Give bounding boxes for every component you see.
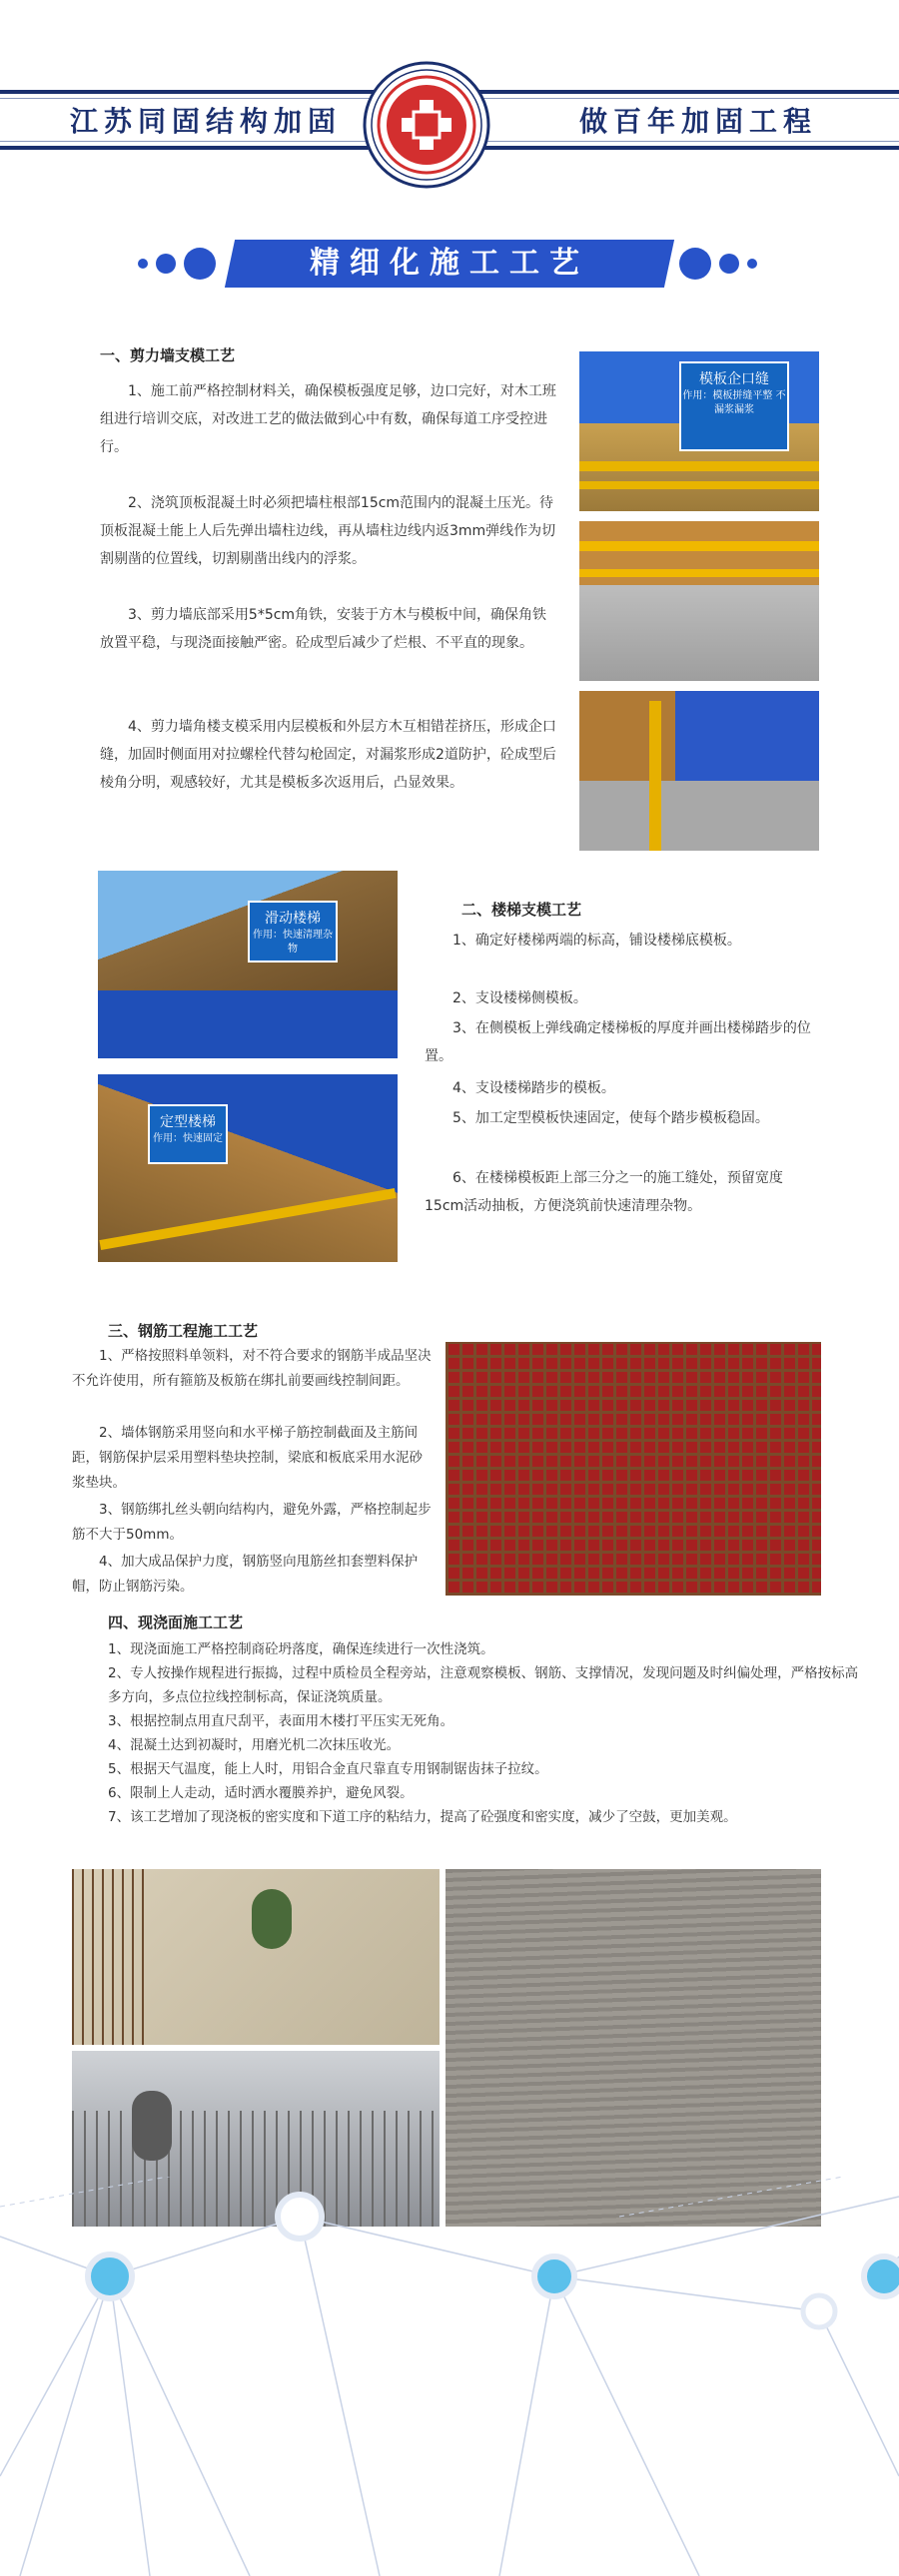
- section2-paragraph: 2、支设楼梯侧模板。: [452, 990, 587, 1006]
- section3-paragraph: 3、钢筋绑扎丝头朝向结构内，避免外露，严格控制起步筋不大于50mm。: [72, 1502, 432, 1543]
- formwork-seam-sign: [679, 361, 789, 451]
- sign3-subtitle: 作用：快速固定: [153, 1133, 223, 1144]
- photo-stair-sliding: [98, 871, 398, 1058]
- photo-screeding: [72, 1869, 440, 2045]
- photo-rebar-mesh: [446, 1342, 821, 1596]
- sign3-title: 定型楼梯: [160, 1114, 216, 1130]
- section3-paragraph: 1、严格按照料单领料，对不符合要求的钢筋半成品坚决不允许使用，所有箍筋及板筋在绑扎前要画线控制间距。: [72, 1348, 432, 1389]
- section3-paragraph: 2、墙体钢筋采用竖向和水平梯子筋控制截面及主筋间距，钢筋保护层采用塑料垫块控制，梁底和板底采用水泥砂浆垫块。: [72, 1425, 423, 1491]
- section4-paragraph: 7、该工艺增加了现浇板的密实度和下道工序的粘结力，提高了砼强度和密实度，减少了空鼓，更加美观。: [108, 1809, 737, 1825]
- section4-paragraph: 5、根据天气温度，能上人时，用铝合金直尺靠直专用钢制锯齿抹子拉纹。: [108, 1761, 548, 1777]
- decor-node: [864, 2256, 899, 2296]
- section4-paragraph: 1、现浇面施工严格控制商砼坍落度，确保连续进行一次性浇筑。: [108, 1641, 494, 1657]
- section1-paragraph: 4、剪力墙角楼支模采用内层模板和外层方木互相错茬挤压，形成企口缝，加固时侧面用对拉螺栓代替勾枪固定，对漏浆形成2道防护，砼成型后棱角分明，观感较好，尤其是模板多次返用后，凸显效果。: [100, 719, 556, 791]
- banner-title: 精细化施工工艺: [310, 246, 589, 281]
- photo-wall-base: [579, 521, 819, 681]
- section4-paragraph: 2、专人按操作规程进行振捣，过程中质检员全程旁站，注意观察模板、钢筋、支撑情况，发现问题及时纠偏处理，严格按标高多方向，多点位拉线控制标高，保证浇筑质量。: [108, 1665, 859, 1705]
- decor-node: [278, 2195, 322, 2239]
- banner-dots-right: [679, 248, 757, 280]
- section2-paragraph: 5、加工定型模板快速固定，使每个踏步模板稳固。: [452, 1110, 769, 1126]
- section4-title: 四、现浇面施工工艺: [108, 1613, 244, 1631]
- section3-paragraph: 4、加大成品保护力度，钢筋竖向甩筋丝扣套塑料保护帽，防止钢筋污染。: [72, 1554, 419, 1595]
- section-banner: [225, 240, 674, 288]
- section3-title: 三、钢筋工程施工工艺: [108, 1322, 259, 1340]
- section1-paragraph: 1、施工前严格控制材料关，确保模板强度足够，边口完好，对木工班组进行培训交底，对改进工艺的做法做到心中有数，确保每道工序受控进行。: [100, 383, 556, 455]
- sign2-title: 滑动楼梯: [265, 911, 321, 927]
- sign2-subtitle: 作用：快速清理杂物: [253, 930, 333, 955]
- section1-paragraph: 2、浇筑顶板混凝土时必须把墙柱根部15cm范围内的混凝土压光。待顶板混凝土能上人后先弹出墙柱边线，再从墙柱边线内返3mm弹线作为切割剔凿的位置线，切割剔凿出线内的浮浆。: [100, 495, 556, 567]
- header-right-slogan: 做百年加固工程: [579, 105, 818, 138]
- section4-paragraph: 6、限制上人走动，适时洒水覆膜养护，避免风裂。: [108, 1785, 414, 1801]
- section2-paragraph: 6、在楼梯模板距上部三分之一的施工缝处，预留宽度15cm活动抽板，方便浇筑前快速清理杂物。: [425, 1170, 783, 1214]
- section2-title: 二、楼梯支模工艺: [461, 901, 582, 919]
- decorative-network: [0, 2177, 899, 2576]
- section4-paragraph: 3、根据控制点用直尺刮平，表面用木楼打平压实无死角。: [108, 1713, 454, 1729]
- sign1-subtitle: 作用：模板拼缝平整 不漏浆漏浆: [682, 390, 786, 415]
- stair-fixed-sign: [148, 1104, 228, 1164]
- photo-formwork-seam: [579, 351, 819, 511]
- section2-paragraph: 1、确定好楼梯两端的标高，铺设楼梯底模板。: [452, 933, 741, 949]
- header-left-slogan: 江苏同固结构加固: [70, 105, 343, 138]
- section1-title: 一、剪力墙支模工艺: [100, 346, 236, 364]
- company-logo: [362, 60, 491, 190]
- section1-paragraph: 3、剪力墙底部采用5*5cm角铁，安装于方木与模板中间，确保角铁放置平稳，与现浇面接触严密。砼成型后减少了烂根、不平直的现象。: [100, 607, 547, 651]
- stair-sliding-sign: [248, 901, 338, 963]
- section2-paragraph: 4、支设楼梯踏步的模板。: [452, 1080, 615, 1096]
- decor-node: [534, 2256, 574, 2296]
- photo-wall-corner: [579, 691, 819, 851]
- photo-textured-finish: [446, 1869, 821, 2227]
- sign1-title: 模板企口缝: [699, 371, 769, 387]
- decor-node: [88, 2254, 132, 2298]
- section4-paragraph: 4、混凝土达到初凝时，用磨光机二次抹压收光。: [108, 1737, 401, 1753]
- banner-dots-left: [138, 248, 216, 280]
- decor-node: [803, 2295, 835, 2327]
- section2-paragraph: 3、在侧模板上弹线确定楼梯板的厚度并画出楼梯踏步的位置。: [425, 1020, 811, 1064]
- photo-stair-fixed: [98, 1074, 398, 1262]
